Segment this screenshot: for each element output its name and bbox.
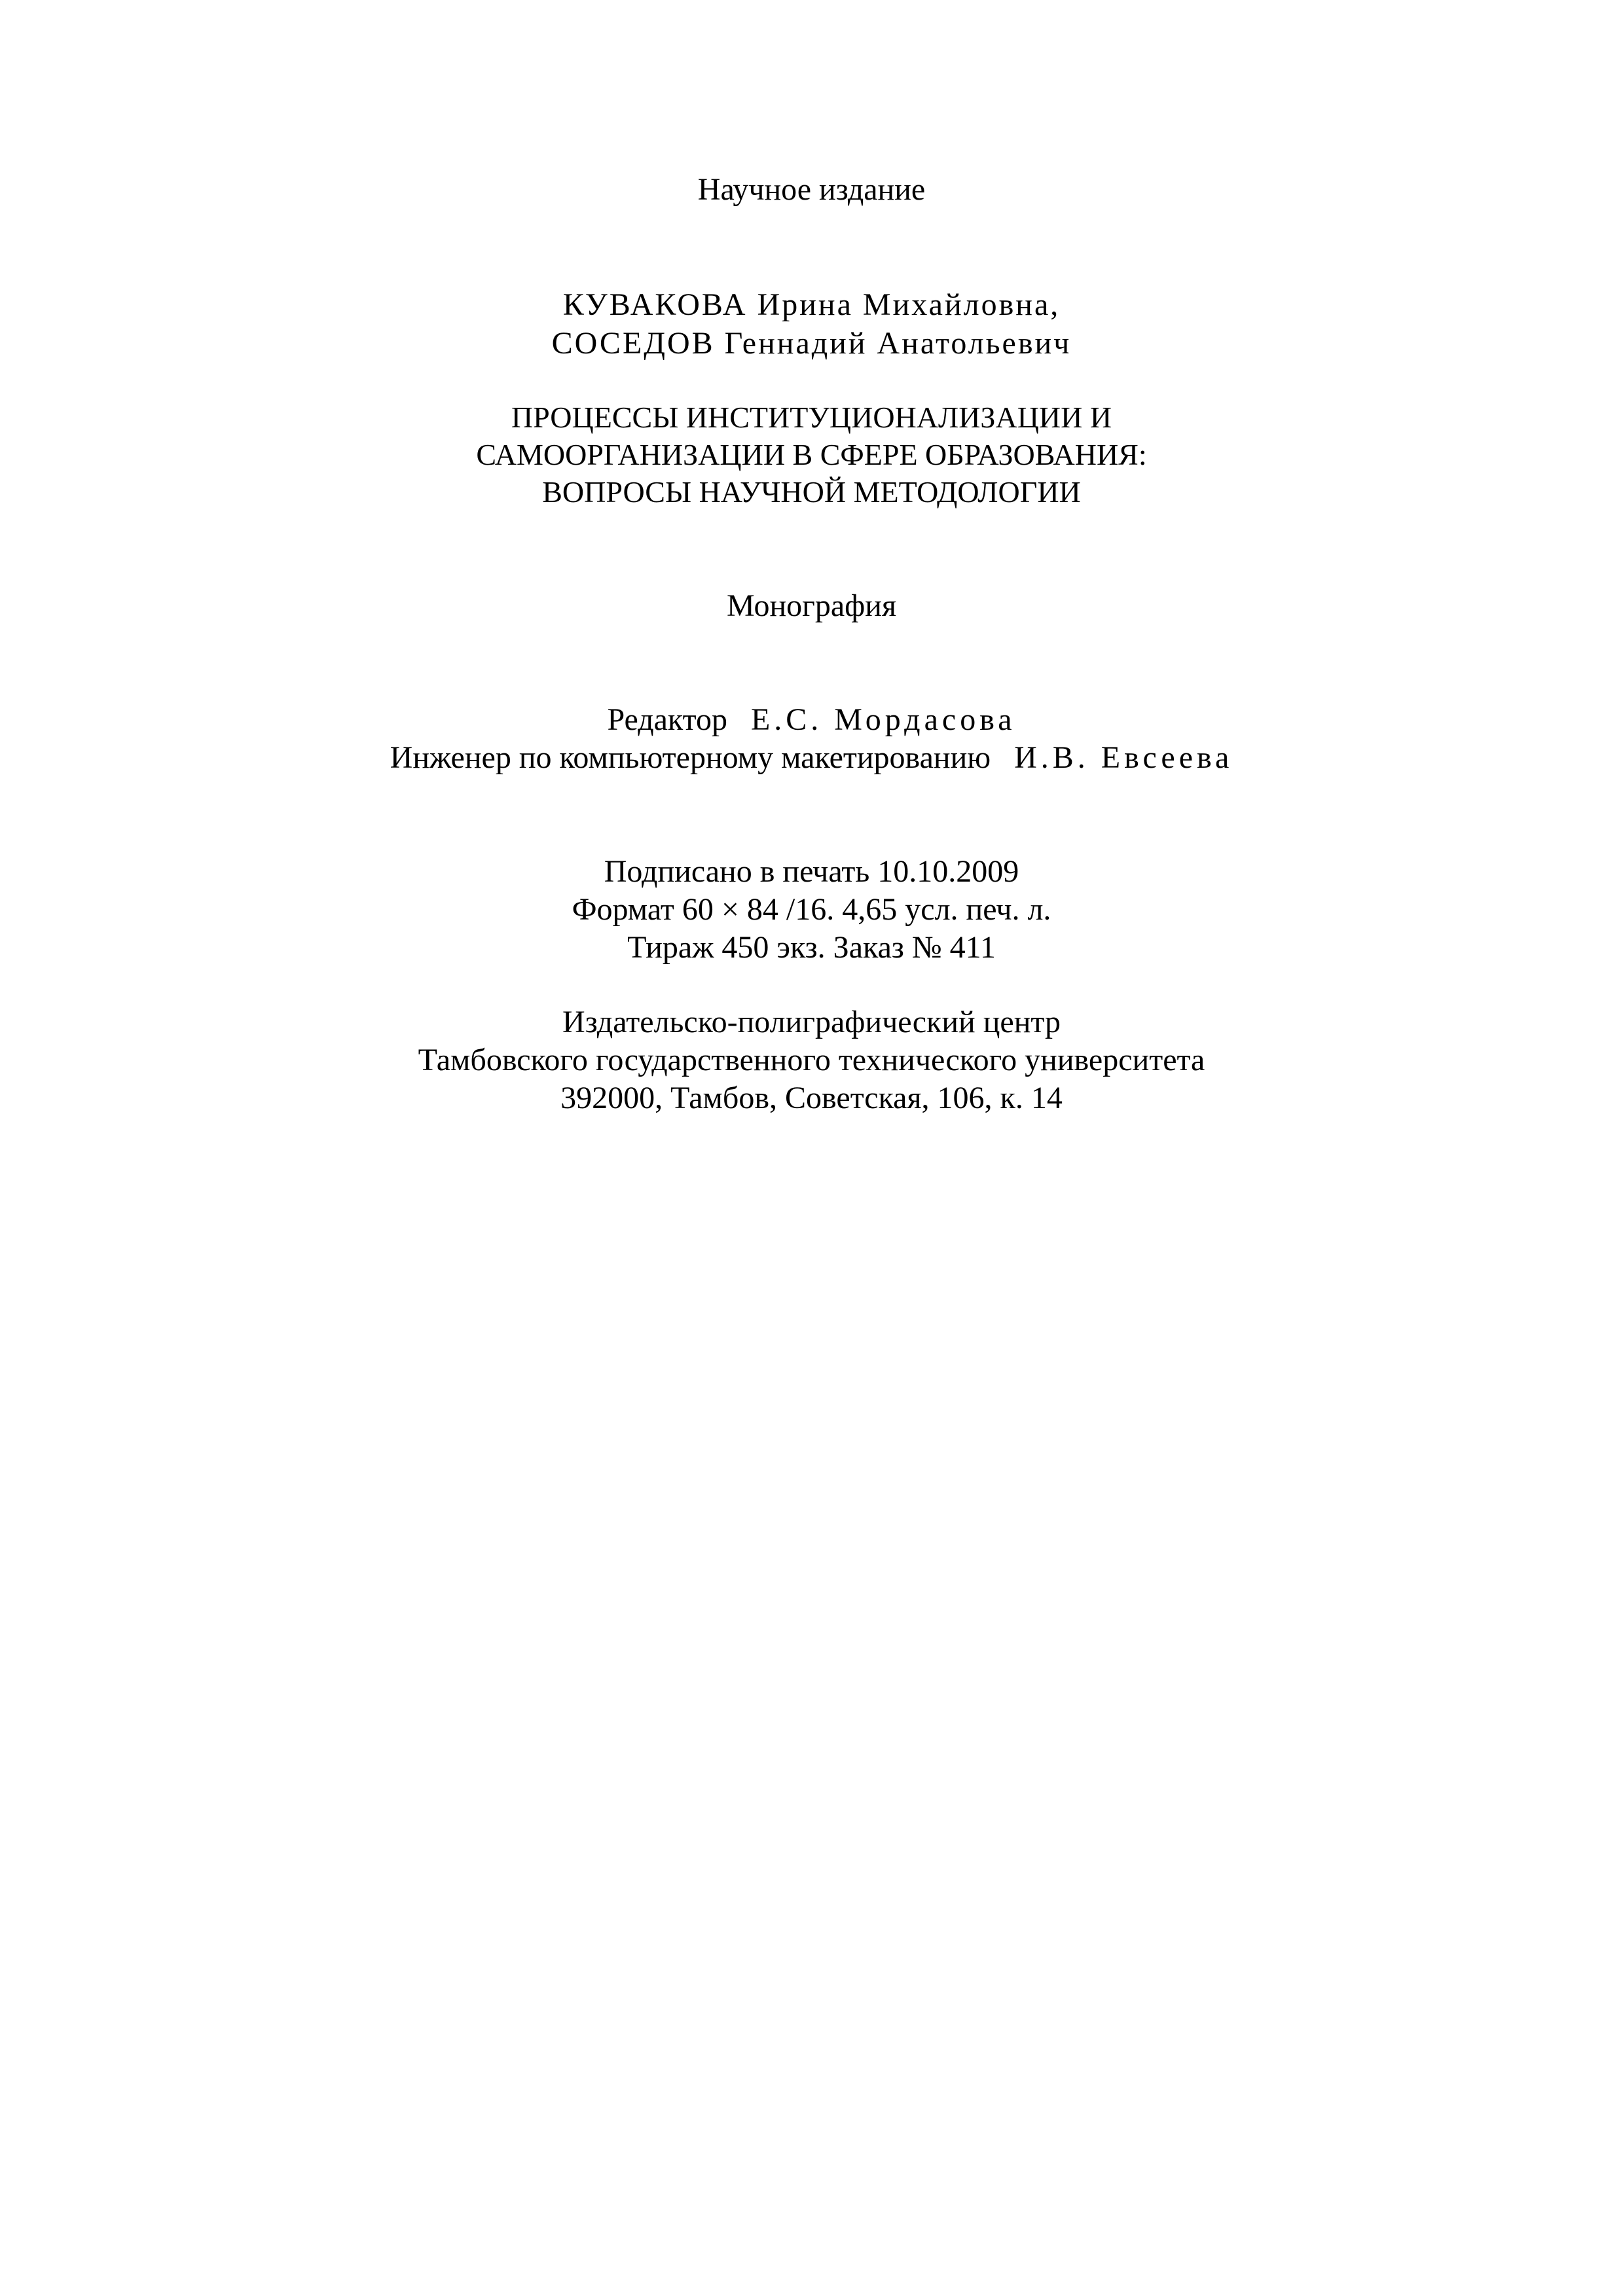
publisher-line-2: Тамбовского государственного технического университета — [418, 1043, 1205, 1077]
genre: Монография — [726, 588, 897, 623]
editor-credit — [0, 702, 1623, 738]
print-format: Формат 60 × 84 /16. 4,65 усл. печ. л. — [572, 892, 1051, 927]
layout-name: И.В. Евсеева — [1014, 740, 1233, 775]
title-line-1: ПРОЦЕССЫ ИНСТИТУЦИОНАЛИЗАЦИИ И — [511, 401, 1112, 434]
editor-role: Редактор — [607, 702, 727, 737]
author-1: КУВАКОВА Ирина Михайловна, — [562, 287, 1061, 322]
edition-type: Научное издание — [697, 172, 926, 207]
layout-credit — [0, 740, 1623, 776]
publisher-address: 392000, Тамбов, Советская, 106, к. 14 — [560, 1081, 1063, 1115]
editor-name: Е.С. Мордасова — [750, 702, 1016, 737]
title-line-2: САМООРГАНИЗАЦИИ В СФЕРЕ ОБРАЗОВАНИЯ: — [476, 438, 1147, 471]
publisher-line-1: Издательско-полиграфический центр — [562, 1005, 1061, 1039]
print-run: Тираж 450 экз. Заказ № 411 — [627, 930, 996, 965]
title-line-3: ВОПРОСЫ НАУЧНОЙ МЕТОДОЛОГИИ — [542, 475, 1081, 509]
layout-role: Инженер по компьютерному макетированию — [390, 740, 991, 775]
author-2: СОСЕДОВ Геннадий Анатольевич — [551, 326, 1072, 361]
print-signed: Подписано в печать 10.10.2009 — [604, 854, 1019, 889]
